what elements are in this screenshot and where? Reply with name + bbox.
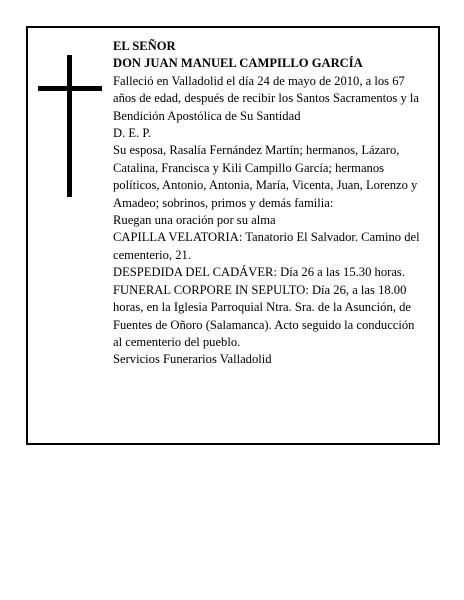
cross-horizontal-bar	[38, 86, 102, 91]
death-paragraph: Falleció en Valladolid el día 24 de mayo de 2010, a los 67 años de edad, después de recibir los Santos Sacramentos y la Bendición Apostólica de Su Santidad	[113, 73, 420, 123]
farewell-paragraph: DESPEDIDA DEL CADÁVER: Día 26 a las 15.30 horas.	[113, 265, 405, 280]
funeral-paragraph: FUNERAL CORPORE IN SEPULTO: Día 26, a las 18.00 horas, en la Iglesia Parroquial Ntra. Sra. de la Asunción, de Fuentes de Oñoro (Salamanca). Acto seguido la conducción al cementerio del pueblo.	[113, 282, 415, 349]
obituary-text	[113, 38, 423, 369]
deceased-name: DON JUAN MANUEL CAMPILLO GARCÍA	[113, 56, 363, 71]
heading: EL SEÑOR	[113, 39, 176, 53]
rip-line: D. E. P.	[113, 126, 152, 141]
prayer-line: Ruegan una oración por su alma	[113, 213, 276, 228]
chapel-paragraph: CAPILLA VELATORIA: Tanatorio El Salvador. Camino del cementerio, 21.	[113, 230, 420, 262]
cross-icon	[38, 55, 102, 197]
funeral-services-line: Servicios Funerarios Valladolid	[113, 352, 272, 367]
cross-vertical-bar	[67, 55, 72, 197]
family-paragraph: Su esposa, Rasalía Fernández Martín; hermanos, Lázaro, Catalina, Francisca y Kili Campillo García; hermanos políticos, Antonio, Antonia, María, Vicenta, Juan, Lorenzo y Amadeo; sobrinos, primos y demás familia:	[113, 143, 418, 210]
